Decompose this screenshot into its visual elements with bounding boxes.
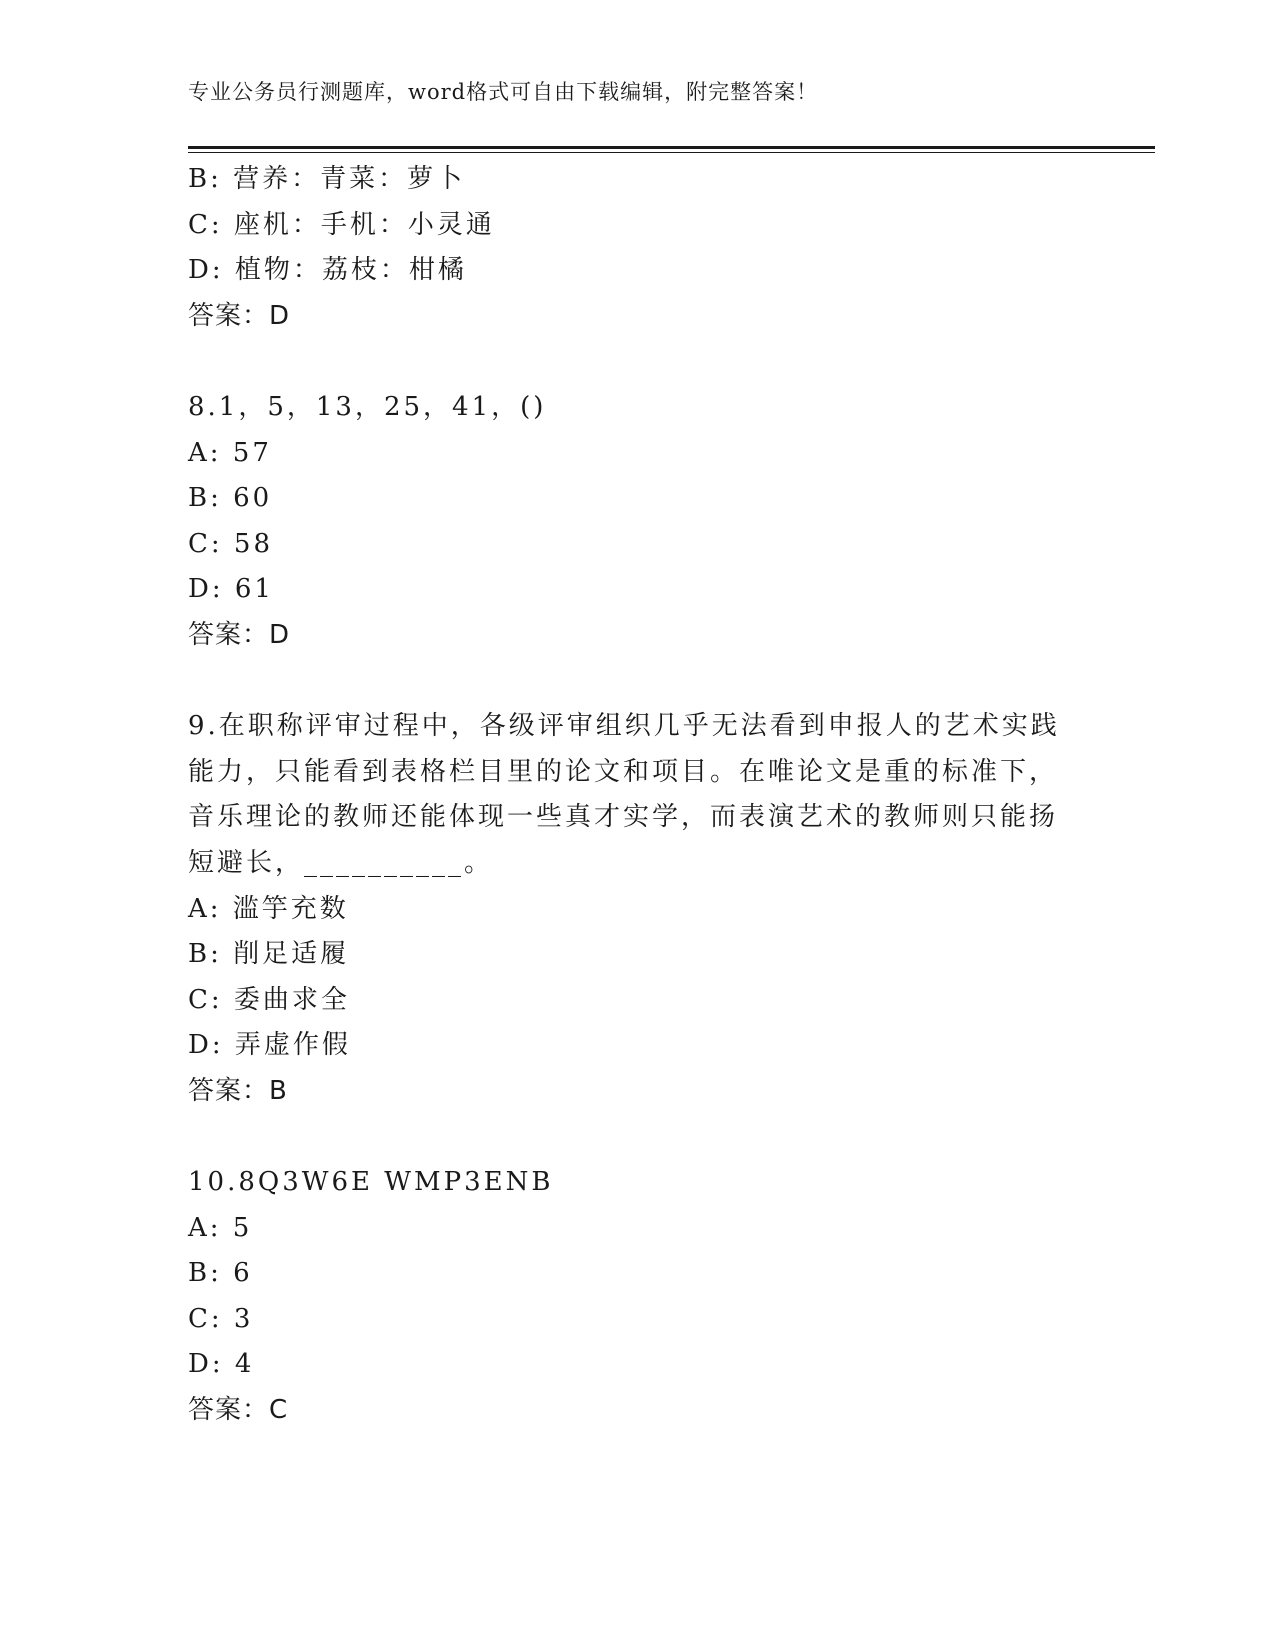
stem-line: 10.8Q3W6E WMP3ENB (188, 1167, 554, 1198)
document-body (188, 157, 1088, 1434)
option-c: C: 座机：手机：小灵通 (188, 209, 495, 240)
option-b: B: 6 (188, 1258, 253, 1289)
question-9 (188, 704, 1088, 1114)
stem-line: 短避长，__________。 (188, 847, 494, 878)
option-a: A: 5 (188, 1212, 253, 1243)
stem-line: 8.1，5，13，25，41，() (188, 391, 547, 422)
question-7-continuation (188, 157, 1088, 339)
question-8 (188, 385, 1088, 659)
option-a: A: 57 (188, 437, 272, 468)
answer-line: 答案：B (188, 1075, 288, 1106)
option-b: B: 营养：青菜：萝卜 (188, 164, 466, 194)
option-d: D: 61 (188, 574, 274, 605)
option-c: C: 委曲求全 (188, 984, 350, 1015)
header-rule-thick (188, 146, 1155, 149)
question-stem (188, 1160, 1068, 1206)
option-d: D: 弄虚作假 (188, 1030, 351, 1061)
option-b: B: 削足适履 (188, 939, 350, 970)
question-stem (188, 385, 1068, 431)
option-c: C: 58 (188, 528, 274, 559)
answer-line: 答案：C (188, 1395, 289, 1426)
answer-line: 答案：D (188, 619, 291, 650)
stem-line: 9.在职称评审过程中，各级评审组织几乎无法看到申报人的艺术实践 (188, 711, 1060, 742)
question-stem (188, 704, 1068, 886)
question-10 (188, 1160, 1088, 1434)
option-b: B: 60 (188, 483, 273, 514)
option-d: D: 4 (188, 1349, 255, 1380)
header-rule-thin (188, 152, 1155, 153)
answer-line: 答案：D (188, 300, 291, 331)
stem-line: 能力，只能看到表格栏目里的论文和项目。在唯论文是重的标准下， (188, 756, 1059, 787)
option-c: C: 3 (188, 1303, 254, 1334)
option-a: A: 滥竽充数 (188, 893, 349, 924)
stem-line: 音乐理论的教师还能体现一些真才实学，而表演艺术的教师则只能扬 (188, 802, 1059, 833)
option-d: D: 植物：荔枝：柑橘 (188, 255, 467, 286)
page-header: 专业公务员行测题库，word格式可自由下载编辑，附完整答案！ (188, 80, 819, 104)
